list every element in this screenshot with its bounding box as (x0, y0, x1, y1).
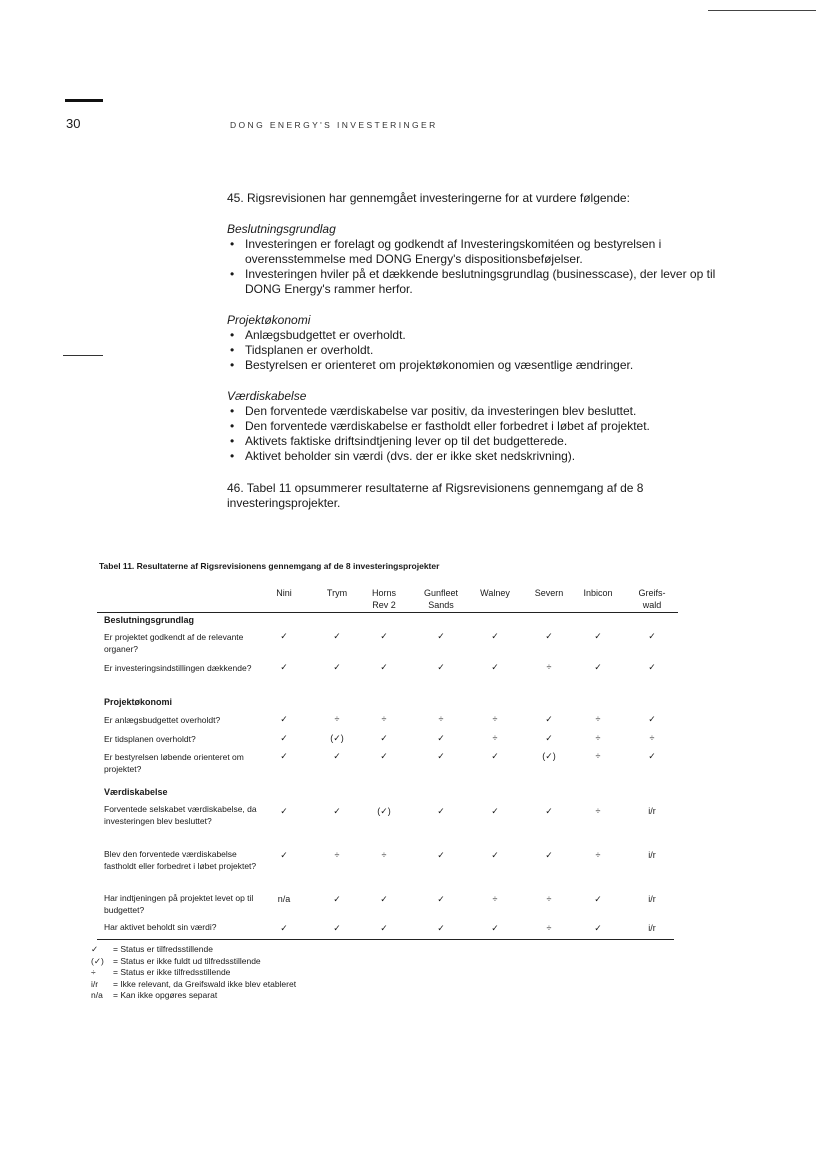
column-header: Walney (480, 588, 510, 598)
table-cell: ✓ (333, 662, 341, 672)
table-cell: ✓ (648, 631, 656, 641)
table-cell: ÷ (595, 733, 601, 743)
legend-item (91, 967, 296, 979)
table-cell: ÷ (546, 662, 552, 672)
row-question: Har aktivet beholdt sin værdi? (104, 922, 217, 932)
paragraph-45: 45. Rigsrevisionen har gennemgået investeringerne for at vurdere følgende: (227, 191, 630, 205)
row-question: Blev den forventede værdiskabelse fastholdt eller forbedret i løbet projektet? (104, 849, 257, 871)
section-heading: Værdiskabelse (227, 389, 307, 403)
table-cell: ✓ (437, 662, 445, 672)
legend-item (91, 979, 296, 991)
table-cell: ✓ (380, 631, 388, 641)
group-heading: Beslutningsgrundlag (104, 615, 194, 625)
table-cell: ✓ (545, 850, 553, 860)
bullet-item: • Anlægsbudgettet er overholdt. (227, 328, 727, 343)
table-cell: ÷ (492, 714, 498, 724)
margin-rule (63, 355, 103, 356)
table-cell: ✓ (437, 894, 445, 904)
table-cell: ✓ (594, 923, 602, 933)
table-cell: ✓ (437, 806, 445, 816)
column-header: Horns Rev 2 (371, 588, 396, 610)
table-cell: ✓ (280, 733, 288, 743)
table-cell: ÷ (334, 714, 340, 724)
table-cell: n/a (277, 894, 291, 904)
table-cell: ✓ (380, 662, 388, 672)
table-cell: ✓ (594, 894, 602, 904)
section-heading: Projektøkonomi (227, 313, 311, 327)
table-cell: ✓ (545, 806, 553, 816)
bullet-item: • Tidsplanen er overholdt. (227, 343, 727, 358)
table-cell: ÷ (492, 733, 498, 743)
table-cell: ✓ (333, 751, 341, 761)
table-cell: ✓ (491, 850, 499, 860)
table-cell: ✓ (648, 662, 656, 672)
table-cell: i/r (648, 850, 656, 860)
table-cell: ✓ (437, 631, 445, 641)
legend-text: = Ikke relevant, da Greifswald ikke blev etableret (113, 978, 297, 989)
bullet-item: • Bestyrelsen er orienteret om projektøkonomien og væsentlige ændringer. (227, 358, 727, 373)
legend-text: = Status er tilfredsstillende (113, 944, 213, 954)
table-cell: ✓ (280, 714, 288, 724)
bullet-item: • Aktivet beholder sin værdi (dvs. der er ikke sket nedskrivning). (227, 449, 727, 464)
page-marker-bar (65, 99, 103, 102)
legend-text: = Status er ikke fuldt ud tilfredsstillende (113, 955, 261, 966)
table-cell: i/r (648, 894, 656, 904)
bullet-list (227, 328, 727, 373)
table-cell: ✓ (491, 751, 499, 761)
column-header: Inbicon (583, 588, 613, 598)
bullet-item: • Aktivets faktiske driftsindtjening lever op til det budgetterede. (227, 434, 727, 449)
bullet-list (227, 404, 727, 464)
section-projektokonomi (227, 313, 727, 373)
table-cell: (✓) (330, 733, 344, 743)
table-cell: ✓ (491, 662, 499, 672)
table-cell: i/r (648, 923, 656, 933)
table-cell: ✓ (280, 662, 288, 672)
group-heading: Værdiskabelse (104, 787, 168, 797)
row-question: Er projektet godkendt af de relevante organer? (104, 632, 244, 654)
row-question: Er bestyrelsen løbende orienteret om projektet? (104, 752, 244, 774)
section-heading: Beslutningsgrundlag (227, 222, 336, 236)
table-cell: ÷ (649, 733, 655, 743)
table-cell: ✓ (437, 733, 445, 743)
legend-item (91, 956, 296, 968)
table-cell: ÷ (381, 714, 387, 724)
table-cell: ✓ (280, 751, 288, 761)
table-cell: ÷ (595, 806, 601, 816)
table-cell: ✓ (648, 714, 656, 724)
table-cell: ✓ (491, 923, 499, 933)
legend-symbol: ÷ (91, 967, 96, 977)
table-cell: ✓ (491, 631, 499, 641)
section-beslutningsgrundlag (227, 222, 727, 297)
row-question: Er tidsplanen overholdt? (104, 734, 196, 744)
bullet-item: • Den forventede værdiskabelse var positiv, da investeringen blev besluttet. (227, 404, 727, 419)
legend-text: = Kan ikke opgøres separat (113, 990, 218, 1000)
row-question: Er investeringsindstillingen dækkende? (104, 663, 252, 673)
bullet-list (227, 237, 727, 297)
legend-text: = Status er ikke tilfredsstillende (113, 967, 231, 977)
legend-symbol: i/r (91, 978, 99, 989)
column-header: Greifs-wald (638, 588, 666, 610)
table-cell: ✓ (437, 850, 445, 860)
legend-symbol: (✓) (91, 955, 104, 966)
table-cell: (✓) (542, 751, 556, 761)
column-header: Nini (276, 588, 292, 598)
table-cell: ✓ (333, 806, 341, 816)
table-cell: ✓ (594, 631, 602, 641)
row-question: Er anlægsbudgettet overholdt? (104, 715, 221, 725)
table-cell: ÷ (546, 923, 552, 933)
row-question: Forventede selskabet værdiskabelse, da investeringen blev besluttet? (104, 804, 257, 826)
page-number: 30 (66, 116, 81, 131)
legend-item (91, 990, 296, 1002)
bullet-item: • Investeringen er forelagt og godkendt af Investeringskomitéen og bestyrelsen i overensstemmelse med DONG Energy's dispositionsbeføjelser. (227, 237, 727, 267)
table-cell: ÷ (546, 894, 552, 904)
table-cell: ÷ (381, 850, 387, 860)
table-cell: ÷ (334, 850, 340, 860)
table-cell: ÷ (492, 894, 498, 904)
table-header-rule (97, 612, 678, 613)
table-cell: ✓ (437, 751, 445, 761)
table-cell: ✓ (491, 806, 499, 816)
table-cell: ✓ (437, 923, 445, 933)
table-cell: ✓ (380, 923, 388, 933)
bullet-item: • Investeringen hviler på et dækkende beslutningsgrundlag (businesscase), der lever op til DONG Energy's rammer herfor. (227, 267, 727, 297)
table-bottom-rule (97, 939, 674, 940)
table-cell: ✓ (380, 733, 388, 743)
column-header: Severn (534, 588, 564, 598)
paragraph-46: 46. Tabel 11 opsummerer resultaterne af Rigsrevisionens gennemgang af de 8 investeringsprojekter. (227, 481, 644, 510)
table-cell: ✓ (545, 733, 553, 743)
table-cell: ✓ (594, 662, 602, 672)
section-vaerdiskabelse (227, 389, 727, 464)
table-cell: ✓ (280, 806, 288, 816)
table-cell: i/r (648, 806, 656, 816)
table-title: Tabel 11. Resultaterne af Rigsrevisionens gennemgang af de 8 investeringsprojekter (99, 561, 440, 571)
table-cell: ÷ (595, 850, 601, 860)
table-cell: ✓ (648, 751, 656, 761)
group-heading: Projektøkonomi (104, 697, 173, 707)
column-header: Gunfleet Sands (423, 588, 459, 610)
legend-symbol: ✓ (91, 944, 99, 954)
running-title: DONG ENERGY'S INVESTERINGER (230, 120, 438, 130)
legend-symbol: n/a (91, 990, 103, 1000)
column-header: Trym (326, 588, 348, 598)
table-cell: ✓ (333, 894, 341, 904)
top-rule (708, 10, 816, 11)
table-cell: ✓ (333, 923, 341, 933)
table-cell: ÷ (595, 751, 601, 761)
bullet-item: • Den forventede værdiskabelse er fastholdt eller forbedret i løbet af projektet. (227, 419, 727, 434)
table-cell: ✓ (380, 751, 388, 761)
table-cell: ✓ (380, 894, 388, 904)
row-question: Har indtjeningen på projektet levet op til budgettet? (104, 893, 254, 915)
table-cell: ÷ (438, 714, 444, 724)
table-cell: ✓ (545, 631, 553, 641)
table-cell: ✓ (280, 850, 288, 860)
table-cell: ÷ (595, 714, 601, 724)
table-cell: ✓ (280, 923, 288, 933)
table-cell: ✓ (333, 631, 341, 641)
table-cell: ✓ (280, 631, 288, 641)
table-cell: (✓) (377, 806, 391, 816)
table-legend (91, 944, 296, 1002)
legend-item (91, 944, 296, 956)
table-cell: ✓ (545, 714, 553, 724)
